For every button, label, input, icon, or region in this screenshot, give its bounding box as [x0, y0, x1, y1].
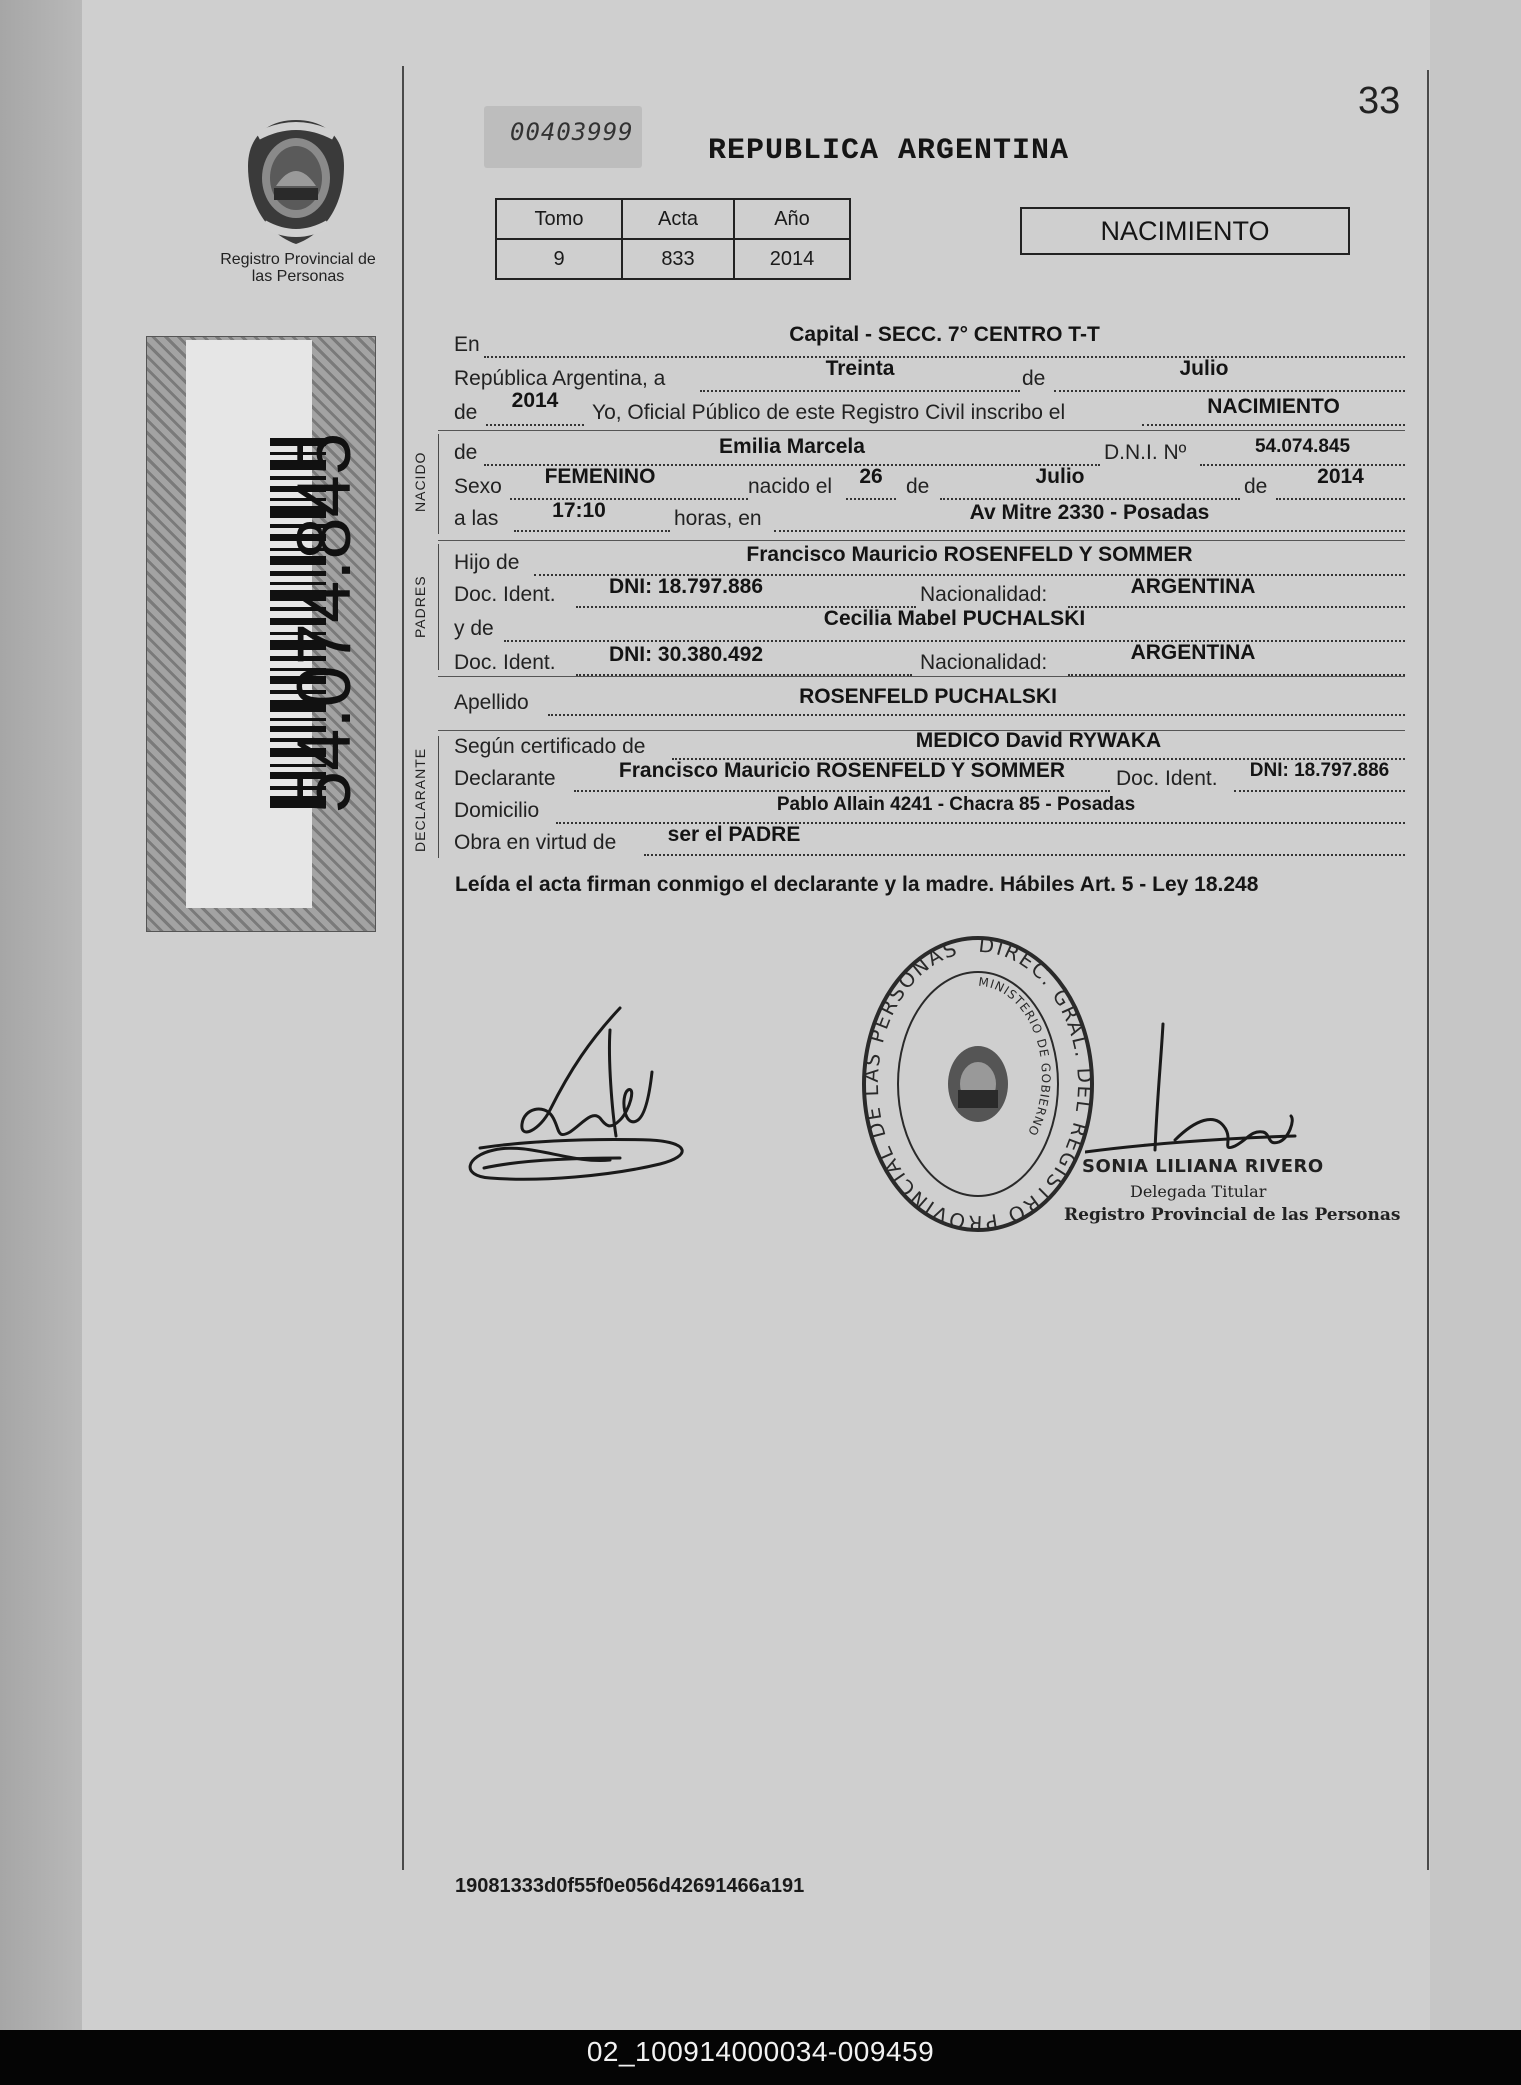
value-sexo: FEMENINO	[544, 465, 656, 488]
record-type-box: NACIMIENTO	[1020, 207, 1350, 255]
section-label-padres: PADRES	[412, 575, 428, 638]
page-number: 33	[1358, 80, 1401, 122]
value-mes-nacimiento: Julio	[1035, 465, 1085, 488]
header-tomo: Tomo	[496, 199, 622, 239]
value-acta: 833	[622, 239, 734, 279]
label-de-mes: de	[1022, 367, 1046, 390]
stamp-inner-text: MINISTERIO DE GOBIERNO	[977, 974, 1054, 1139]
value-mes-inscripcion: Julio	[1179, 357, 1229, 380]
registry-stamp-icon	[852, 924, 1104, 1236]
label-de-nombre: de	[454, 441, 478, 464]
country-title: REPUBLICA ARGENTINA	[708, 134, 1070, 168]
scan-right-margin	[1430, 0, 1521, 2030]
label-segun-certificado: Según certificado de	[454, 735, 646, 758]
value-apellido: ROSENFELD PUCHALSKI	[799, 685, 1057, 708]
official-org: Registro Provincial de las Personas	[1064, 1205, 1401, 1225]
label-y-de: y de	[454, 617, 494, 640]
label-nacionalidad-padre: Nacionalidad:	[920, 583, 1048, 606]
registry-table	[495, 198, 851, 280]
document-hash: 19081333d0f55f0e056d42691466a191	[455, 1875, 805, 1897]
value-declarante-doc: DNI: 18.797.886	[1249, 760, 1390, 781]
separator	[438, 430, 1405, 431]
header-acta: Acta	[622, 199, 734, 239]
value-madre-nacionalidad: ARGENTINA	[1130, 641, 1256, 664]
scan-footer-id: 02_100914000034-009459	[586, 2036, 935, 2067]
label-en: En	[454, 333, 480, 356]
label-doc-ident-padre: Doc. Ident.	[454, 583, 556, 606]
section-rule-padres	[438, 544, 439, 670]
official-name: SONIA LILIANA RIVERO	[1082, 1156, 1324, 1177]
value-padre-doc: DNI: 18.797.886	[608, 575, 764, 598]
label-nacido-el: nacido el	[748, 475, 833, 498]
value-nombre: Emilia Marcela	[719, 435, 865, 458]
label-doc-ident-declarante: Doc. Ident.	[1116, 767, 1218, 790]
label-hijo-de: Hijo de	[454, 551, 520, 574]
closing-statement: Leída el acta firman conmigo el declarante y la madre. Hábiles Art. 5 - Ley 18.248	[455, 873, 1259, 896]
left-rule	[402, 66, 404, 1870]
value-acto: NACIMIENTO	[1207, 395, 1340, 418]
label-apellido: Apellido	[454, 691, 529, 714]
value-padre-nacionalidad: ARGENTINA	[1130, 575, 1256, 598]
value-anio: 2014	[734, 239, 850, 279]
section-rule-nacido	[438, 434, 439, 534]
label-declarante: Declarante	[454, 767, 556, 790]
stamp-outer-text: DIREC. GRAL. DEL REGISTRO PROVINCIAL DE LAS PERSONAS	[858, 932, 1098, 1236]
value-dia-inscripcion: Treinta	[825, 357, 895, 380]
value-domicilio: Pablo Allain 4241 - Chacra 85 - Posadas	[776, 794, 1136, 815]
section-label-declarante: DECLARANTE	[412, 747, 428, 852]
label-obra-en-virtud: Obra en virtud de	[454, 831, 617, 854]
declarant-signature-icon	[460, 1000, 700, 1210]
label-doc-ident-madre: Doc. Ident.	[454, 651, 556, 674]
label-de-mes-nacimiento: de	[906, 475, 930, 498]
label-de-anio-nacimiento: de	[1244, 475, 1268, 498]
section-label-nacido: NACIDO	[412, 451, 428, 512]
value-obra-en-virtud: ser el PADRE	[667, 823, 801, 846]
value-dia-nacimiento: 26	[859, 465, 883, 488]
separator	[438, 540, 1405, 541]
label-de-anio: de	[454, 401, 478, 424]
value-dni: 54.074.845	[1254, 436, 1351, 457]
value-anio-nacimiento: 2014	[1317, 465, 1364, 488]
label-domicilio: Domicilio	[454, 799, 540, 822]
official-title: Delegada Titular	[1130, 1182, 1267, 1201]
value-madre: Cecilia Mabel PUCHALSKI	[823, 607, 1086, 630]
section-rule-declarante	[438, 736, 439, 858]
value-declarante: Francisco Mauricio ROSENFELD Y SOMMER	[618, 759, 1066, 782]
label-yo-oficial: Yo, Oficial Público de este Registro Civil inscribo el	[592, 401, 1066, 424]
label-republica: República Argentina, a	[454, 367, 666, 390]
header-anio: Año	[734, 199, 850, 239]
label-dni: D.N.I. Nº	[1104, 441, 1187, 464]
barcode-icon	[270, 438, 326, 808]
value-lugar-nacimiento: Av Mitre 2330 - Posadas	[969, 501, 1210, 524]
right-rule	[1427, 70, 1429, 1870]
value-certificado: MEDICO David RYWAKA	[915, 729, 1162, 752]
scan-left-margin	[0, 0, 82, 2030]
value-padre: Francisco Mauricio ROSENFELD Y SOMMER	[746, 543, 1193, 566]
serial-stamp: 00403999	[510, 118, 634, 146]
document-page	[82, 0, 1521, 2030]
value-tomo: 9	[496, 239, 622, 279]
registry-label: Registro Provincial de las Personas	[220, 251, 376, 285]
label-horas-en: horas, en	[674, 507, 762, 530]
value-hora: 17:10	[552, 499, 606, 522]
value-lugar: Capital - SECC. 7° CENTRO T-T	[789, 323, 1100, 346]
value-anio-inscripcion: 2014	[511, 389, 559, 412]
label-sexo: Sexo	[454, 475, 502, 498]
value-madre-doc: DNI: 30.380.492	[608, 643, 764, 666]
label-nacionalidad-madre: Nacionalidad:	[920, 651, 1048, 674]
label-a-las: a las	[454, 507, 499, 530]
misiones-emblem-icon	[238, 116, 354, 248]
